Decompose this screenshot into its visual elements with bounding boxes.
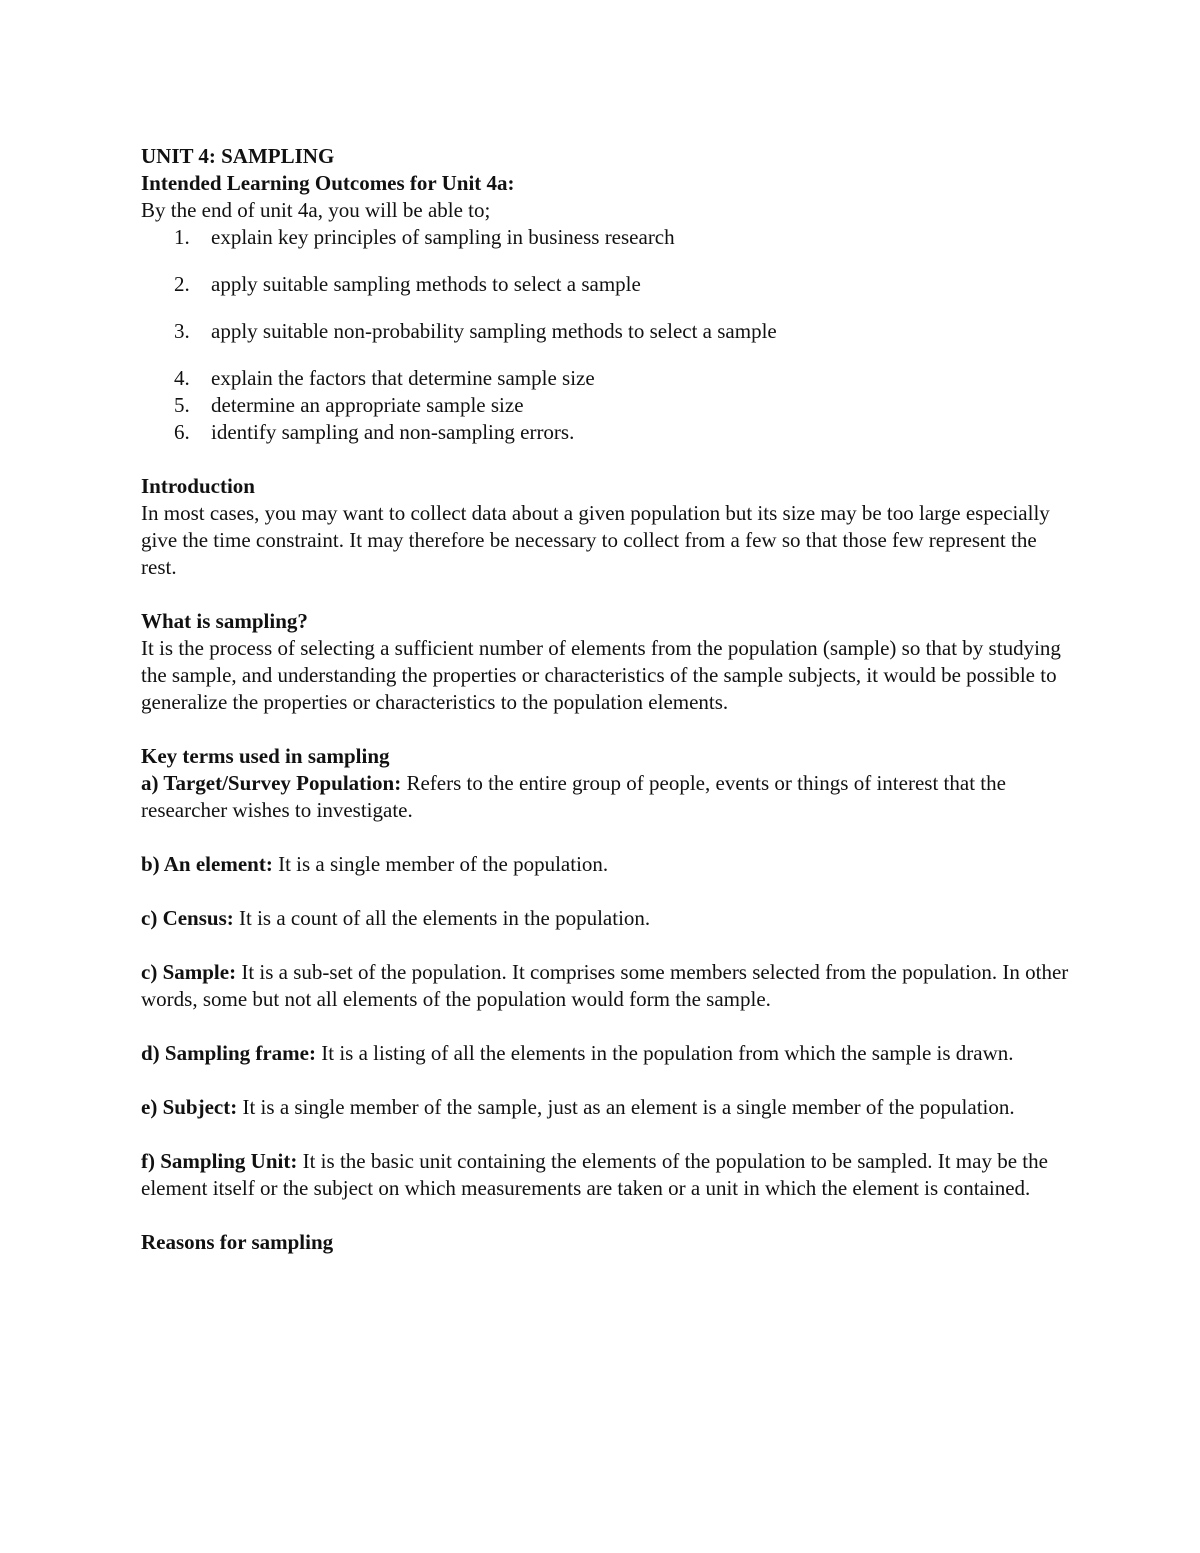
spacer [141,581,1071,608]
key-term-sampling-frame [141,1040,1071,1067]
what-is-sampling-text: It is the process of selecting a sufficient number of elements from the population (sample) so that by studying the sample, and understanding the properties or characteristics of the sample subjects, it would be possible to generalize the properties or characteristics to the population elements. [141,636,1061,714]
spacer [141,1121,1071,1148]
term-definition: Refers to the entire group of people, events or things of interest that the researcher wishes to investigate. [141,771,1006,822]
outcome-text: explain key principles of sampling in business research [211,225,675,249]
spacer [141,932,1071,959]
spacer [141,446,1071,473]
spacer [141,716,1071,743]
key-term-sampling-unit [141,1148,1071,1202]
key-term-subject [141,1094,1071,1121]
outcome-item [141,271,1071,298]
spacer [141,824,1071,851]
term-definition: It is a listing of all the elements in the population from which the sample is drawn. [316,1041,1014,1065]
outcome-text: apply suitable sampling methods to select a sample [211,272,641,296]
outcome-number: 1. [174,225,190,249]
outcome-item [141,365,1071,392]
what-is-sampling-heading: What is sampling? [141,609,308,633]
document-body [141,143,1071,1256]
outcome-number: 4. [174,366,190,390]
outcome-item [141,318,1071,345]
outcome-number: 6. [174,420,190,444]
spacer [141,878,1071,905]
term-label: f) Sampling Unit: [141,1149,298,1173]
key-term-element [141,851,1071,878]
term-label: b) An element: [141,852,273,876]
unit-title: UNIT 4: SAMPLING [141,144,335,168]
term-label: a) Target/Survey Population: [141,771,402,795]
outcome-item [141,224,1071,251]
term-label: c) Census: [141,906,234,930]
outcome-number: 2. [174,272,190,296]
introduction-heading: Introduction [141,474,255,498]
term-definition: It is the basic unit containing the elements of the population to be sampled. It may be the element itself or the subject on which measurements are taken or a unit in which the element is contained. [141,1149,1048,1200]
outcome-text: identify sampling and non-sampling errors. [211,420,575,444]
term-definition: It is a count of all the elements in the population. [233,906,651,930]
outcome-text: apply suitable non-probability sampling methods to select a sample [211,319,777,343]
outcomes-list [141,224,1071,446]
outcome-number: 5. [174,393,190,417]
spacer [141,1013,1071,1040]
spacer [141,1202,1071,1229]
key-term-sample [141,959,1071,1013]
outcome-item [141,419,1071,446]
term-label: c) Sample: [141,960,237,984]
outcome-number: 3. [174,319,190,343]
term-label: d) Sampling frame: [141,1041,316,1065]
spacer [141,1067,1071,1094]
reasons-heading: Reasons for sampling [141,1230,334,1254]
outcome-text: explain the factors that determine sample size [211,366,595,390]
term-definition: It is a sub-set of the population. It comprises some members selected from the population. In other words, some but not all elements of the population would form the sample. [141,960,1069,1011]
outcomes-intro: By the end of unit 4a, you will be able to; [141,198,491,222]
term-label: e) Subject: [141,1095,238,1119]
introduction-text: In most cases, you may want to collect data about a given population but its size may be too large especially give the time constraint. It may therefore be necessary to collect from a few so that those few represent the rest. [141,501,1050,579]
outcomes-heading: Intended Learning Outcomes for Unit 4a: [141,171,515,195]
key-term-census [141,905,1071,932]
outcome-item [141,392,1071,419]
key-terms-heading: Key terms used in sampling [141,744,390,768]
term-definition: It is a single member of the sample, just as an element is a single member of the population. [237,1095,1015,1119]
outcome-text: determine an appropriate sample size [211,393,524,417]
term-definition: It is a single member of the population. [272,852,609,876]
key-term-target-population [141,770,1071,824]
